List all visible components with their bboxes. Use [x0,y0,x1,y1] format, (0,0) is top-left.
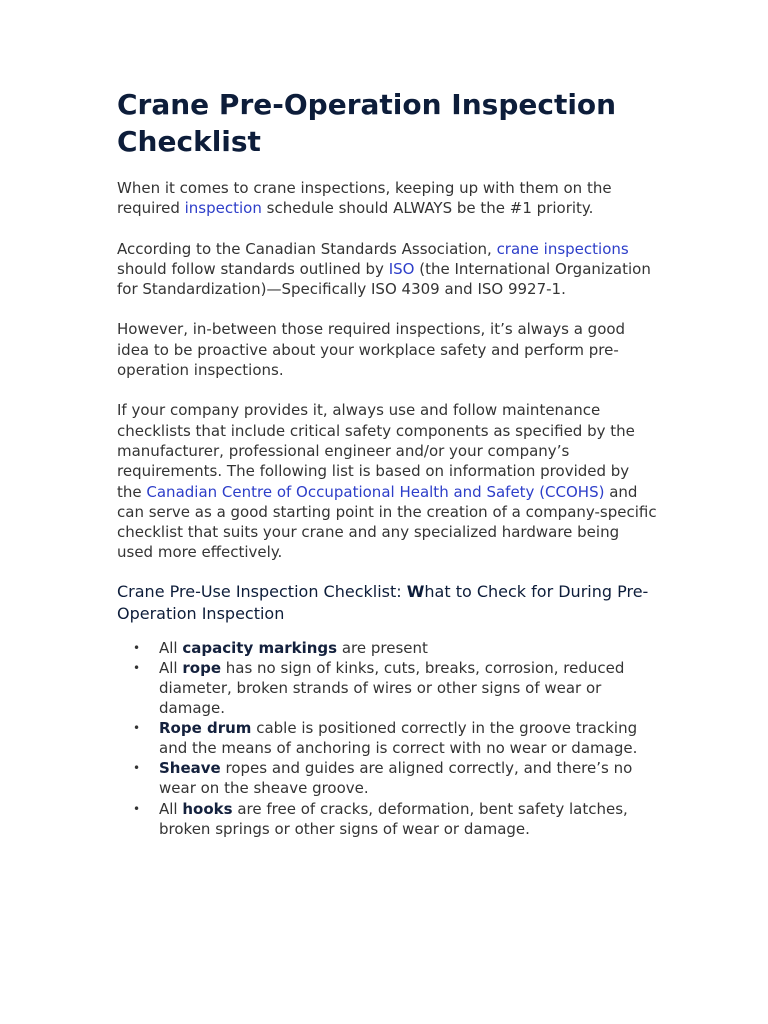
intro-paragraph [117,178,657,219]
item-text: are present [337,638,428,657]
list-item [133,758,657,798]
list-item [133,638,657,658]
bullet-icon: • [133,721,141,736]
checklist [117,638,657,839]
crane-inspections-link[interactable]: crane inspections [496,239,629,258]
item-keyword: hooks [182,799,233,818]
proactive-paragraph: However, in-between those required inspections, it’s always a good idea to be proactive about your workplace safety and perform pre-operation inspections. [117,320,626,380]
item-keyword: Rope drum [159,719,252,738]
standards-paragraph [117,239,657,300]
list-item [133,658,657,718]
intro-text: When it comes to crane inspections, keeping up with them on the required [117,179,612,218]
checklist-heading-bold: W [406,581,425,601]
ccohs-link[interactable]: Canadian Centre of Occupational Health and Safety (CCOHS) [146,482,605,501]
checklist-heading-part2: hat to Check for During Pre-Operation Inspection [117,581,649,623]
checklist-heading-part1: Crane Pre-Use Inspection Checklist: [117,581,407,601]
article [117,86,657,839]
bullet-icon: • [133,801,141,816]
intro-text-end: schedule should ALWAYS be the #1 priority. [261,199,594,218]
company-text: If your company provides it, always use and follow maintenance checklists that include critical safety components as specified by the manufacturer, professional engineer and/or your company’s requirements. The following list is based on information provided by the [117,401,635,501]
bullet-icon: • [133,660,141,675]
item-text: cable is positioned correctly in the groove tracking and the means of anchoring is correct with no wear or damage. [159,719,638,758]
item-prefix: All [159,799,183,818]
item-keyword: rope [182,658,221,677]
standards-text-middle: should follow standards outlined by [117,259,389,278]
standards-text: According to the Canadian Standards Association, [117,239,497,258]
company-text-end: and can serve as a good starting point in the creation of a company-specific checklist that suits your crane and any specialized hardware being used more effectively. [117,482,657,562]
item-prefix: All [159,638,183,657]
bullet-icon: • [133,761,141,776]
inspection-link[interactable]: inspection [184,199,262,218]
company-paragraph [117,400,657,562]
iso-link[interactable]: ISO [388,259,415,278]
item-keyword: capacity markings [182,638,338,657]
list-item [133,799,657,839]
bullet-icon: • [133,640,141,655]
item-text: are free of cracks, deformation, bent safety latches, broken springs or other signs of wear or damage. [159,799,628,838]
item-text: has no sign of kinks, cuts, breaks, corrosion, reduced diameter, broken strands of wires or other signs of wear or damage. [159,658,625,718]
item-keyword: Sheave [159,759,221,778]
standards-text-end: (the International Organization for Standardization)—Specifically ISO 4309 and ISO 9927-1. [117,259,651,299]
list-item [133,718,657,758]
page-title: Crane Pre-Operation Inspection Checklist [117,88,617,158]
item-text: ropes and guides are aligned correctly, and there’s no wear on the sheave groove. [159,759,633,798]
item-prefix: All [159,658,183,677]
checklist-heading [117,581,657,625]
